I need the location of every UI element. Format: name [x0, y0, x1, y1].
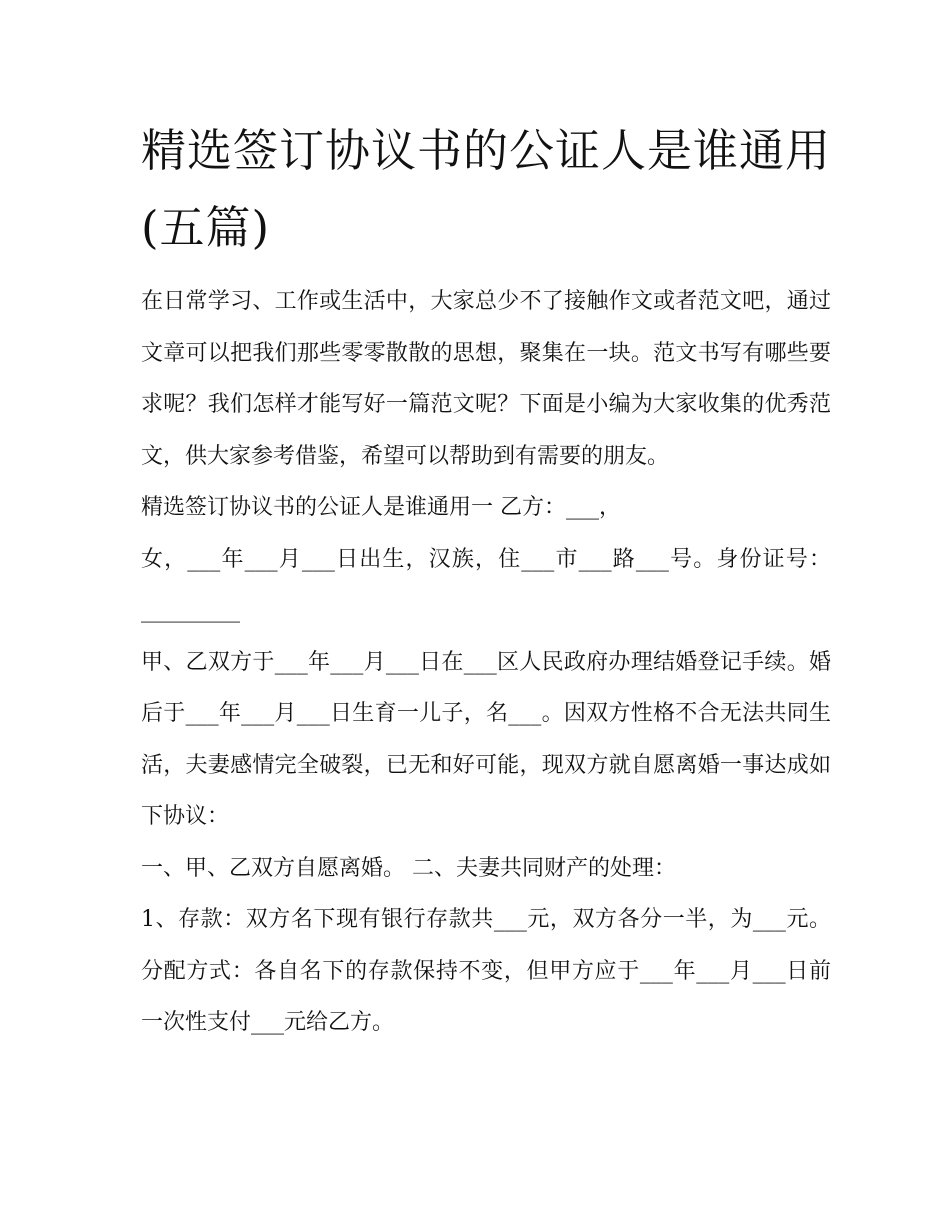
intro-paragraph: 在日常学习、工作或生活中，大家总少不了接触作文或者范文吧，通过文章可以把我们那些零零散散的思想，聚集在一块。范文书写有哪些要求呢？我们怎样才能写好一篇范文呢？下面是小编为大家收集的优秀范文，供大家参考借鉴，希望可以帮助到有需要的朋友。 [141, 289, 831, 469]
document-title: 精选签订协议书的公证人是谁通用(五篇) [141, 124, 832, 254]
section-heading-paragraph: 精选签订协议书的公证人是谁通用一 乙方：___， [141, 495, 621, 520]
marriage-background-paragraph: 甲、乙双方于___年___月___日在___区人民政府办理结婚登记手续。婚后于___年___月___日生育一儿子，名___。因双方性格不合无法共同生活，夫妻感情完全破裂，已无和好可能，现双方就自愿离婚一事达成如下协议： [141, 649, 831, 829]
deposit-clause-paragraph: 1、存款：双方名下现有银行存款共___元，双方各分一半，为___元。分配方式：各自名下的存款保持不变，但甲方应于___年___月___日前一次性支付___元给乙方。 [141, 907, 831, 1035]
clause-list-paragraph: 一、甲、乙双方自愿离婚。 二、夫妻共同财产的处理： [141, 855, 676, 881]
party-b-info-paragraph: 女，___年___月___日出生，汉族，住___市___路___号。身份证号：_________ [141, 546, 831, 623]
document-body [141, 276, 831, 1049]
